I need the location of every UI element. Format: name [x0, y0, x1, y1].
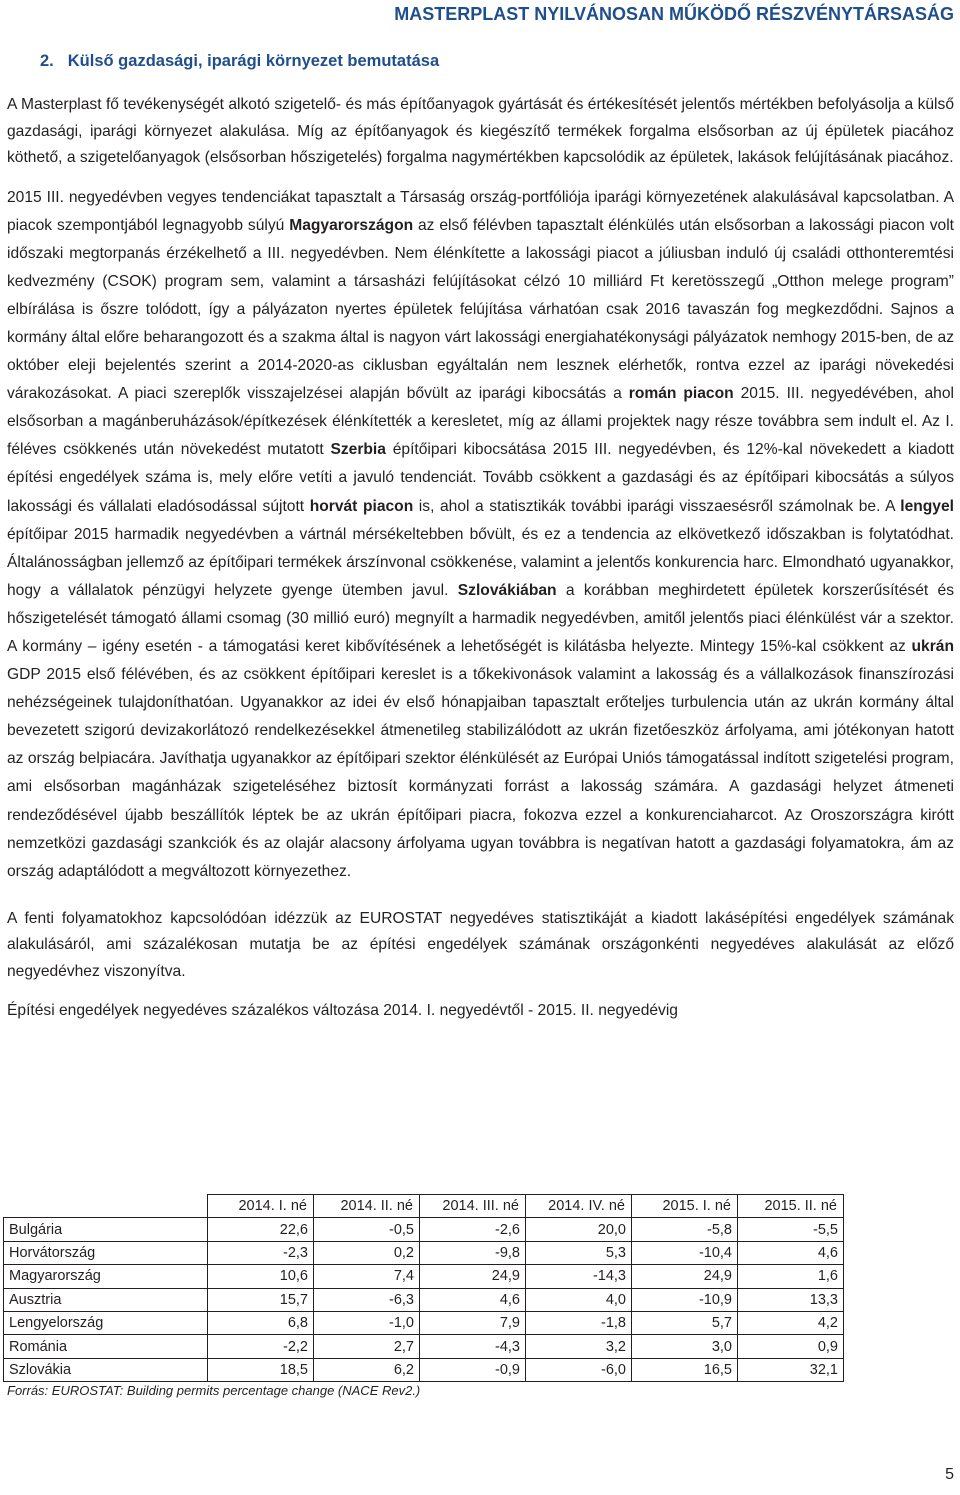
country-cell: Ausztria — [4, 1288, 208, 1311]
table-row — [4, 1335, 844, 1358]
table-header-row — [4, 1195, 844, 1218]
value-cell: -14,3 — [526, 1265, 632, 1288]
value-cell: 7,9 — [420, 1311, 526, 1334]
column-header: 2015. II. né — [738, 1195, 844, 1218]
country-cell: Románia — [4, 1335, 208, 1358]
value-cell: 24,9 — [420, 1265, 526, 1288]
table-row — [4, 1311, 844, 1334]
value-cell: 24,9 — [632, 1265, 738, 1288]
value-cell: 16,5 — [632, 1358, 738, 1381]
value-cell: -10,9 — [632, 1288, 738, 1311]
value-cell: -5,5 — [738, 1218, 844, 1241]
value-cell: 4,0 — [526, 1288, 632, 1311]
highlight-croatia: horvát piacon — [309, 497, 414, 515]
value-cell: 20,0 — [526, 1218, 632, 1241]
building-permits-table — [3, 1194, 844, 1382]
table-row — [4, 1265, 844, 1288]
value-cell: -9,8 — [420, 1241, 526, 1264]
highlight-hungary: Magyarországon — [289, 216, 414, 234]
highlight-romania: román piacon — [628, 385, 734, 403]
value-cell: -1,0 — [314, 1311, 420, 1334]
value-cell: -4,3 — [420, 1335, 526, 1358]
table-row — [4, 1358, 844, 1381]
value-cell: -2,3 — [208, 1241, 314, 1264]
paragraph-text: építőipar 2015 harmadik negyedévben a vártnál mérsékeltebben bővült, és ez a tendencia az elkövetkező időszakban is folytatódhat. Általánosságban jellemző az építőipari termékek árszínvonal csökkenése, valamint a jelentős konkurencia harc. Elmondható ugyanakkor, hogy a vállalatok pénzügyi helyzete gyenge ütemben javul. — [7, 525, 954, 599]
paragraph-text: építőipari kibocsátása 2015 III. negyedévben, és 12%-kal növekedett a kiadott építési engedélyek száma is, mely előre vetíti a javuló tendenciát. Tovább csökkent a gazdasági és az építőipari kibocsátás a súlyos lakossági és vállalati eladósodással sújtott — [7, 441, 954, 515]
value-cell: 3,2 — [526, 1335, 632, 1358]
value-cell: 22,6 — [208, 1218, 314, 1241]
country-cell: Bulgária — [4, 1218, 208, 1241]
paragraph-text: a korábban meghirdetett épületek korszerűsítését és hőszigetelését támogató állami csomag (30 millió euró) megnyílt a harmadik negyedévben, amitől jelentős piaci élénkülést vár a szektor. A kormány – igény esetén - a támogatási keret kibővítésének a lehetőségét is kilátásba helyezte. Mintegy 15%-kal csökkent az — [7, 581, 954, 655]
page-number: 5 — [945, 1466, 954, 1483]
intro-paragraph: A Masterplast fő tevékenységét alkotó szigetelő- és más építőanyagok gyártását és értékesítését jelentős mértékben befolyásolja a külső gazdasági, iparági környezet alakulása. Míg az építőanyagok és kiegészítő termékek forgalma elsősorban az új épületek piacához köthető, a szigetelőanyagok (elsősorban hőszigetelés) forgalma nagymértékben kapcsolódik az épületek, lakások felújításának piacához. — [7, 96, 954, 166]
value-cell: 13,3 — [738, 1288, 844, 1311]
paragraph-text: az első félévben tapasztalt élénkülés után elsősorban a lakossági piacon volt időszaki megtorpanás érzékelhető a III. negyedévben. Nem élénkítette a lakossági piacot a júliusban induló új családi otthonteremtési kedvezmény (CSOK) program sem, valamint a társasházi felújításokat célzó 10 milliárd Ft keretösszegű „Otthon melege program” elbírálása is őszre tolódott, így a pályázaton nyertes épületek felújítása várhatóan csak 2016 tavaszán fog megkezdődni. Sajnos a kormány által előre beharangozott és a szakma által is nagyon várt lakossági energiahatékonysági pályázatok nemhogy 2015-ben, de az október eleji bejelentés szerint a 2014-2020-as ciklusban egyáltalán nem lesznek elérhetők, rontva ezzel az iparági növekedési várakozásokat. A piaci szereplők visszajelzései alapján bővült az iparági kibocsátás a — [7, 216, 954, 403]
paragraph-text: is, ahol a statisztikák további iparági visszaesésről számolnak be. A — [413, 497, 901, 515]
value-cell: 0,9 — [738, 1335, 844, 1358]
value-cell: 10,6 — [208, 1265, 314, 1288]
table-row — [4, 1288, 844, 1311]
value-cell: 7,4 — [314, 1265, 420, 1288]
section-title — [40, 52, 439, 71]
main-content — [7, 92, 954, 1025]
value-cell: 0,2 — [314, 1241, 420, 1264]
value-cell: -0,5 — [314, 1218, 420, 1241]
paragraph-text: 2015. III. negyedévében, ahol elsősorban a magánberuházások/építkezések élénkítették a keresletet, míg az állami projektek nagy része továbbra sem indult el. Az I. féléves csökkenés után növekedést mutatott — [7, 385, 954, 459]
value-cell: -2,2 — [208, 1335, 314, 1358]
country-cell: Magyarország — [4, 1265, 208, 1288]
eurostat-paragraph: A fenti folyamatokhoz kapcsolódóan idézzük az EUROSTAT negyedéves statisztikáját a kiadott lakásépítési engedélyek számának alakulásáról, ami százalékosan mutatja be az építési engedélyek számának országonkénti negyedéves alakulását az előző negyedévhez viszonyítva. — [7, 909, 954, 980]
column-header: 2015. I. né — [632, 1195, 738, 1218]
value-cell: -6,0 — [526, 1358, 632, 1381]
column-header: 2014. IV. né — [526, 1195, 632, 1218]
value-cell: 6,8 — [208, 1311, 314, 1334]
value-cell: -10,4 — [632, 1241, 738, 1264]
column-header: 2014. II. né — [314, 1195, 420, 1218]
value-cell: -6,3 — [314, 1288, 420, 1311]
table-row — [4, 1241, 844, 1264]
country-cell: Horvátország — [4, 1241, 208, 1264]
value-cell: -2,6 — [420, 1218, 526, 1241]
value-cell: 4,6 — [420, 1288, 526, 1311]
paragraph-text: GDP 2015 első félévében, és az csökkent építőipari kereslet is a tőkekivonások valamint a lakosság és a vállalkozások finanszírozási nehézségeinek tulajdoníthatóan. Ugyanakkor az idei év első hónapjaiban tapasztalt erőteljes turbulencia után az ukrán kormány által bevezetett szigorú devizakorlátozó rendelkezésekkel átmenetileg stabilizálódott az ukrán fizetőeszköz árfolyama, ami jótékonyan hatott az ország belpiacára. Javíthatja ugyanakkor az építőipari szektor élénkülését az Európai Uniós támogatással indított szigetelési program, ami elsősorban magánházak szigeteléséhez biztosít kormányzati forrást a lakosság számára. A gazdasági helyzet átmeneti rendeződésével újabb beszállítók léptek be az ukrán építőipari piacra, fokozva ezzel a konkurenciaharcot. Az Oroszországra kirótt nemzetközi gazdasági szankciók és az olajár alacsony árfolyama ugyan továbbra is negatívan hatott a gazdasági folyamatokra, ám az ország adaptálódott a megváltozott környezethez. — [7, 666, 954, 880]
value-cell: 5,7 — [632, 1311, 738, 1334]
table-row — [4, 1218, 844, 1241]
highlight-slovakia: Szlovákiában — [457, 581, 557, 599]
value-cell: -5,8 — [632, 1218, 738, 1241]
column-header: 2014. I. né — [208, 1195, 314, 1218]
paragraph-text: 2015 III. negyedévben vegyes tendenciákat tapasztalt a Társaság ország-portfóliója iparági környezetének alakulásával kapcsolatban. A piacok szempontjából legnagyobb súlyú — [7, 188, 954, 234]
section-title-text: Külső gazdasági, iparági környezet bemutatása — [67, 52, 440, 70]
value-cell: 4,6 — [738, 1241, 844, 1264]
value-cell: 32,1 — [738, 1358, 844, 1381]
highlight-serbia: Szerbia — [330, 441, 386, 459]
value-cell: 3,0 — [632, 1335, 738, 1358]
highlight-ukraine: ukrán — [911, 638, 954, 655]
value-cell: 4,2 — [738, 1311, 844, 1334]
market-overview-paragraph — [7, 184, 954, 886]
country-cell: Szlovákia — [4, 1358, 208, 1381]
value-cell: 15,7 — [208, 1288, 314, 1311]
table-corner-cell — [4, 1195, 208, 1218]
value-cell: 1,6 — [738, 1265, 844, 1288]
country-cell: Lengyelország — [4, 1311, 208, 1334]
value-cell: -1,8 — [526, 1311, 632, 1334]
highlight-poland: lengyel — [900, 497, 954, 515]
value-cell: -0,9 — [420, 1358, 526, 1381]
column-header: 2014. III. né — [420, 1195, 526, 1218]
value-cell: 2,7 — [314, 1335, 420, 1358]
table-source-note: Forrás: EUROSTAT: Building permits percentage change (NACE Rev2.) — [7, 1383, 421, 1398]
value-cell: 5,3 — [526, 1241, 632, 1264]
section-number: 2. — [40, 52, 54, 70]
company-header: MASTERPLAST NYILVÁNOSAN MŰKÖDŐ RÉSZVÉNYTÁRSASÁG — [394, 4, 954, 24]
value-cell: 6,2 — [314, 1358, 420, 1381]
table-caption: Építési engedélyek negyedéves százalékos változása 2014. I. negyedévtől - 2015. II. negyedévig — [7, 1002, 678, 1020]
value-cell: 18,5 — [208, 1358, 314, 1381]
